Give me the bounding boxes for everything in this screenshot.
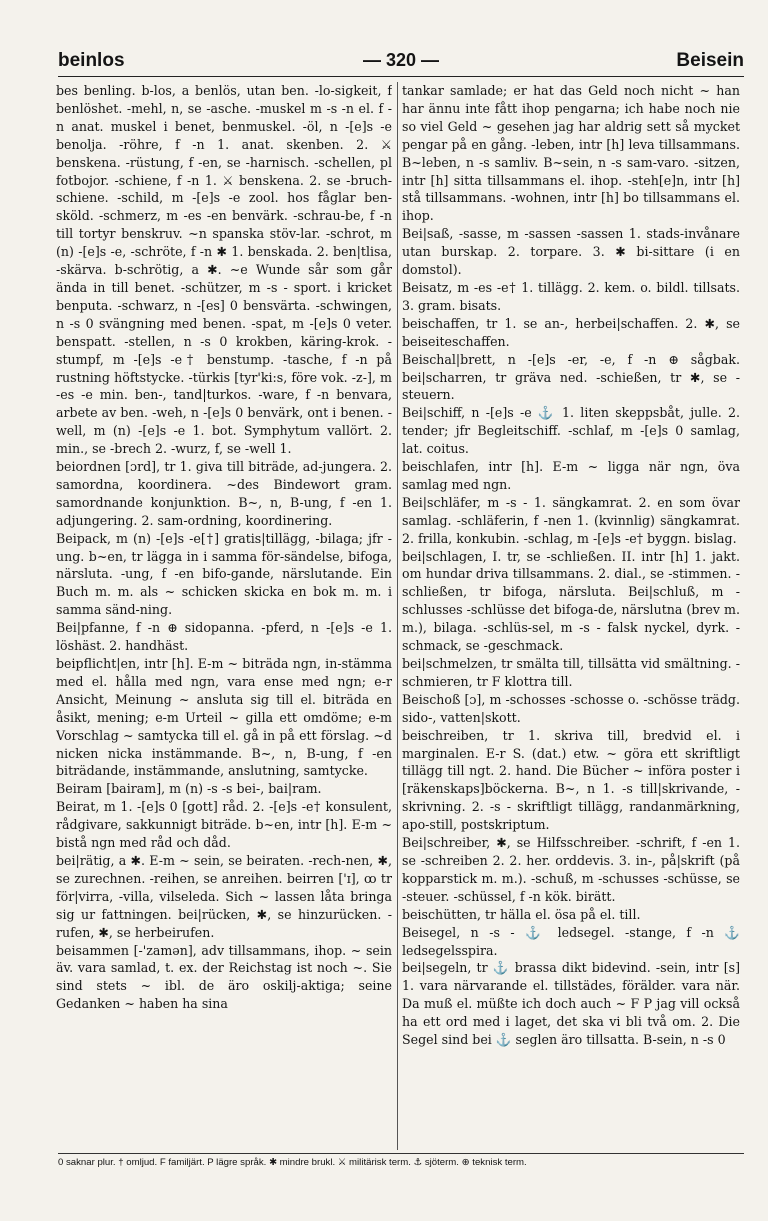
dictionary-entry: beischaffen, tr 1. se an-, herbei|schaffen. 2. ✱, se beiseiteschaffen. xyxy=(402,315,740,349)
dictionary-entry: beisammen [-'zamən], adv tillsammans, ihop. ~ sein äv. vara samlad, t. ex. der Reichstag ist noch ~. Sie sind stets ~ ibl. de äro oskilj-aktiga; seine Gedanken ~ haben ha sina xyxy=(56,942,392,1012)
dictionary-entry: bei|schmelzen, tr smälta till, tillsätta vid smältning. -schmieren, tr F klottra till. xyxy=(402,656,740,689)
dictionary-entry: beischlafen, intr [h]. E-m ~ ligga när ngn, öva samlag med ngn. xyxy=(402,459,740,492)
dictionary-entry: Bei|schiff, n -[e]s -e ⚓ 1. liten skeppsbåt, julle. 2. tender; jfr Begleitschiff. -schlaf, m -[e]s 0 samlag, lat. coitus. xyxy=(402,405,740,457)
footer-rule xyxy=(58,1153,744,1154)
dictionary-entry: bei|rätig, a ✱. E-m ~ sein, se beiraten. -rech-nen, ✱, se zurechnen. -reihen, se anreihen. beirren ['ɪ], ꝏ tr för|virra, -villa, vilseleda. Sich ~ lassen låta bringa sig ur fattningen. bei|rücken, ✱, se hinzurücken. -rufen, ✱, se herbeirufen. xyxy=(56,852,392,940)
dictionary-entry: Beischal|brett, n -[e]s -er, -e, f -n ⊕ sågbak. bei|scharren, tr gräva ned. -schießen, tr ✱, se -steuern. xyxy=(402,351,740,403)
dictionary-entry: Bei|schläfer, m -s - 1. sängkamrat. 2. en som övar samlag. -schläferin, f -nen 1. (kvinnlig) sängkamrat. 2. frilla, konkubin. -schlag, m -[e]s -e† byggn. bislag. xyxy=(402,494,740,546)
page-header xyxy=(58,50,744,76)
dictionary-entry: bei|segeln, tr ⚓ brassa dikt bidevind. -sein, intr [s] 1. vara närvarande el. tillstädes, förälder. vara när. Da muß el. müßte ich doch auch ~ F P jag vill också ha ett ord med i laget, det ska vi bli två om. 2. Die Segel sind bei ⚓ seglen äro tillsatta. B-sein, n -s 0 xyxy=(402,960,740,1048)
dictionary-entry: beischreiben, tr 1. skriva till, bredvid el. i marginalen. E-r S. (dat.) etw. ~ göra ett skriftligt tillägg till ngt. 2. hand. Die Bücher ~ införa poster i [räkenskaps]böckerna. B~, n 1. -s till|skrivande, -skrivning. 2. -s - skriftligt tillägg, randanmärkning, apo-still, postskriptum. xyxy=(402,727,740,833)
dictionary-entry: tankar samlade; er hat das Geld noch nicht ~ han har ännu inte fått ihop pengarna; ich habe noch nie so viel Geld ~ gesehen jag har aldrig sett så mycket pengar på en gång. -leben, intr [h] leva tillsammans. B~leben, n -s samliv. B~sein, n -s sam-varo. -sitzen, intr [h] sitta tillsammans el. ihop. -steh[e]n, intr [h] stå tillsammans. -wohnen, intr [h] bo tillsammans el. ihop. xyxy=(402,83,740,224)
dictionary-entry: Bei|schreiber, ✱, se Hilfsschreiber. -schrift, f -en 1. se -schreiben 2. 2. her. orddevis. 3. in-, på|skrift (på kopparstick m. m.). -schuß, m -schusses -schüsse, se -steuer. -schüssel, f -n kök. birätt. xyxy=(402,835,740,904)
dictionary-entry: beischütten, tr hälla el. ösa på el. till. xyxy=(402,906,641,922)
dictionary-entry: beipflicht|en, intr [h]. E-m ~ biträda ngn, in-stämma med el. hålla med ngn, vara ense med ngn; e-r Ansicht, Meinung ~ ansluta sig till el. biträda en åsikt, mening; e-m Urteil ~ gilla ett omdöme; e-m Vorschlag ~ samtycka till el. gå in på ett förslag. ~d nicken nicka instämmande. B~, n, B-ung, f -en biträdande, instämmande, anslutning, samtycke. xyxy=(56,656,392,779)
dictionary-entry: Beisatz, m -es -e† 1. tillägg. 2. kem. o. bildl. tillsats. 3. gram. bisats. xyxy=(402,279,740,313)
dictionary-entry: Beirat, m 1. -[e]s 0 [gott] råd. 2. -[e]s -e† konsulent, rådgivare, sakkunnigt biträde. b~en, intr [h]. E-m ~ bistå ngn med råd och dåd. xyxy=(56,799,392,851)
dictionary-entry: beiordnen [ɔrd], tr 1. giva till biträde, ad-jungera. 2. samordna, koordinera. ~des Bindewort gram. samordnande konjunktion. B~, n, B-ung, f -en 1. adjungering. 2. sam-ordning, koordinering. xyxy=(56,459,392,528)
page-number: — 320 — xyxy=(362,50,440,70)
right-column xyxy=(402,82,740,1150)
dictionary-entry: Bei|pfanne, f -n ⊕ sidopanna. -pferd, n -[e]s -e 1. löshäst. 2. handhäst. xyxy=(56,620,392,654)
dictionary-entry: bes benling. b-los, a benlös, utan ben. -lo-sigkeit, f benlöshet. -mehl, n, se -asche. -muskel m -s -n el. f -n anat. muskel i benet, benmuskel. -öl, n -[e]s -e benolja. -röhre, f -n 1. anat. skenben. 2. ⚔ benskena. -rüstung, f -en, se -harnisch. -schellen, pl fotbojor. -schiene, f -n 1. ⚔ benskena. 2. se -bruch-schiene. -schild, m -[e]s -e zool. hos fåglar ben-sköld. -schmerz, m -es -en benvärk. -schrau-be, f -n till tortyr benskruv. ~n spanska stöv-lar. -schrot, m (n) -[e]s -e, -schröte, f -n ✱ 1. benskada. 2. ben|tlisa, -skärva. b-schrötig, a ✱. ~e Wunde sår som går ända in till benet. -schützer, m -s - sport. i kricket benputa. -schwarz, n -[es] 0 bensvärta. -schwingen, n -s 0 svängning med benen. -spat, m -[e]s 0 veter. benspatt. -stellen, n -s 0 krokben, käring-krok. -stumpf, m -[e]s -e† benstump. -tasche, f -n på rustning höftstycke. -türkis [tyr'ki:s, före vok. -z-], m -es -e min. ben-, tand|turkos. -ware, f -n benvara, arbete av ben. -weh, n -[e]s 0 benvärk, ont i benen. -well, m (n) -[e]s -e 1. bot. Symphytum vallört. 2. min., se -brech 2. -wurz, f, se -well 1. xyxy=(56,83,392,457)
dictionary-entry: Bei|saß, -sasse, m -sassen -sassen 1. stads-invånare utan burskap. 2. torpare. 3. ✱ bi-sittare (i en domstol). xyxy=(402,226,740,278)
header-rule xyxy=(58,76,744,77)
dictionary-entry: Beipack, m (n) -[e]s -e[†] gratis|tillägg, -bilaga; jfr -ung. b~en, tr lägga in i samma för-sändelse, bifoga, närsluta. -ung, f -en bifo-gande, närslutande. Ein Buch m. m. als ~ schicken skicka en bok m. m. i samma sänd-ning. xyxy=(56,530,392,618)
dictionary-entry: Beischoß [ɔ], m -schosses -schosse o. -schösse trädg. sido-, vatten|skott. xyxy=(402,691,740,725)
dictionary-entry: Beisegel, n -s - ⚓ ledsegel. -stange, f -n ⚓ ledsegelsspira. xyxy=(402,924,740,958)
column-divider xyxy=(397,82,398,1150)
dictionary-entry: Beiram [bairam], m (n) -s -s bei-, bai|ram. xyxy=(56,781,322,797)
left-guide-word: beinlos xyxy=(58,50,125,71)
left-column xyxy=(56,82,392,1150)
abbreviation-legend: 0 saknar plur. † omljud. F familjärt. P lägre språk. ✱ mindre brukl. ⚔ militärisk term. ⚓ sjöterm. ⊕ teknisk term. xyxy=(58,1157,527,1168)
right-guide-word: Beisein xyxy=(676,50,744,71)
dictionary-entry: bei|schlagen, I. tr, se -schließen. II. intr [h] 1. jakt. om hundar driva tillsammans. 2. dial., se -stimmen. -schließen, tr bifoga, närsluta. Bei|schluß, m -schlusses -schlüsse det bifoga-de, närslutna (brev m. m.), bilaga. -schlüs-sel, m -s - falsk nyckel, dyrk. -schmack, se -geschmack. xyxy=(402,548,740,654)
